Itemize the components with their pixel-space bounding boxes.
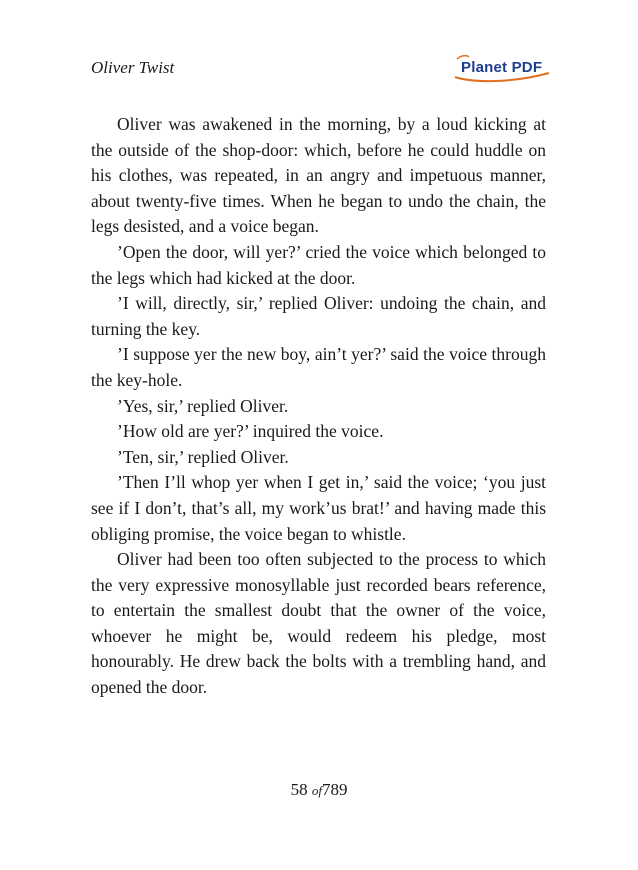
page-number — [0, 780, 638, 800]
paragraph: ’How old are yer?’ inquired the voice. — [117, 421, 384, 442]
paragraph: ’I will, directly, sir,’ replied Oliver: undoing the chain, and turning the key. — [91, 293, 546, 339]
paragraph: ’Open the door, will yer?’ cried the voice which belonged to the legs which had kicked at the door. — [91, 241, 546, 288]
of-label: of — [311, 783, 322, 798]
total-pages: 789 — [321, 780, 348, 799]
current-page: 58 — [290, 780, 308, 799]
paragraph: ’I suppose yer the new boy, ain’t yer?’ said the voice through the key-hole. — [91, 344, 546, 390]
paragraph: ’Ten, sir,’ replied Oliver. — [117, 446, 289, 467]
paragraph: ’Yes, sir,’ replied Oliver. — [117, 395, 289, 416]
paragraph: ’Then I’ll whop yer when I get in,’ said the voice; ‘you just see if I don’t, that’s all, my work’us brat!’ and having made this obliging promise, the voice began to whistle. — [91, 472, 546, 544]
paragraph: Oliver was awakened in the morning, by a loud kicking at the outside of the shop-door: which, before he could huddle on his clothes, was repeated, in an angry and impetuous manner, about twenty-five times. When he began to undo the chain, the legs desisted, and a voice began. — [91, 114, 546, 237]
logo-text: Planet PDF — [461, 59, 543, 76]
paragraph: Oliver had been too often subjected to the process to which the very expressive monosyllable just recorded bears reference, to entertain the smallest doubt that the owner of the voice, whoever he might be, would redeem his pledge, most honourably. He drew back the bolts with a trembling hand, and opened the door. — [91, 549, 546, 698]
book-title: Oliver Twist — [91, 58, 175, 77]
page-body — [91, 112, 546, 701]
planet-pdf-logo[interactable] — [453, 53, 551, 83]
